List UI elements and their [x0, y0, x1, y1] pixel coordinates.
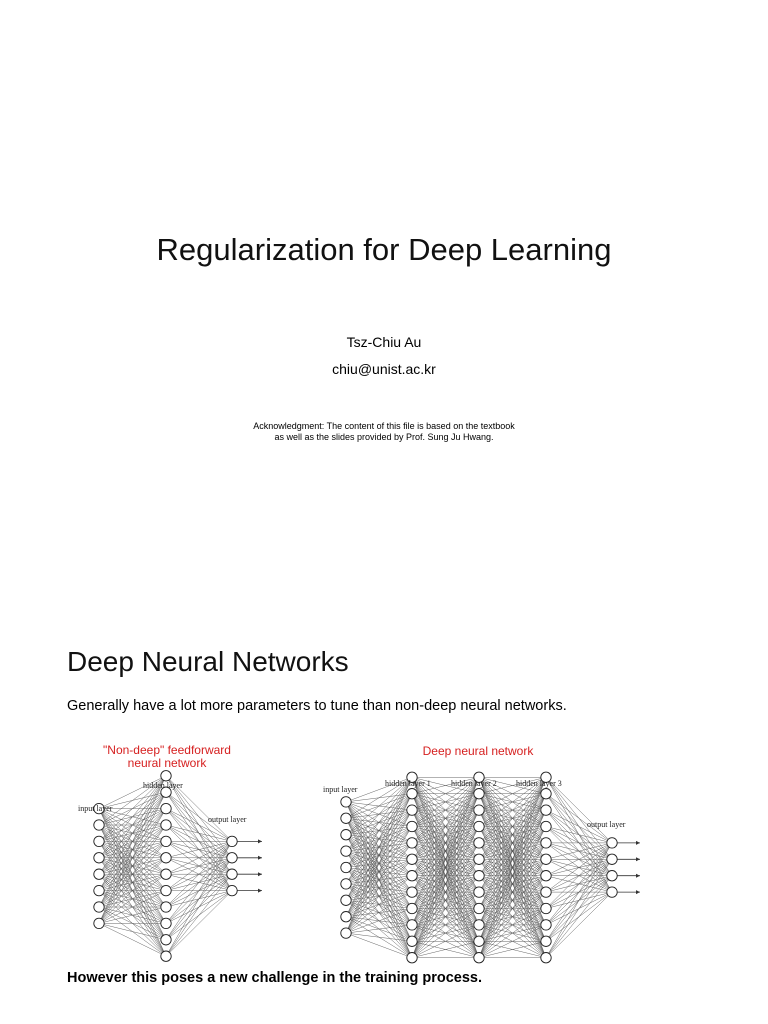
shallow-net-neuron [94, 836, 104, 846]
deep-net-neuron [541, 887, 551, 897]
deep-net-neuron [607, 854, 617, 864]
deep-net-neuron [341, 895, 351, 905]
deep-net-arrow-head [636, 874, 640, 878]
deep-net-neuron [607, 838, 617, 848]
acknowledgment-line-1: Acknowledgment: The content of this file is based on the textbook [253, 421, 515, 431]
shallow-net-arrow-head [258, 839, 262, 843]
shallow-net-edge [166, 825, 232, 841]
deep-net-neuron [407, 953, 417, 963]
deep-net-edge [546, 794, 612, 843]
shallow-net-neuron [161, 853, 171, 863]
shallow-net-arrow-head [258, 872, 262, 876]
deep-net-neuron [474, 854, 484, 864]
shallow-net-neuron [94, 820, 104, 830]
shallow-net-neuron [161, 836, 171, 846]
shallow-net-arrow-head [258, 889, 262, 893]
deep-net-neuron [407, 838, 417, 848]
deep-net-neuron [341, 830, 351, 840]
deep-net-neuron [541, 854, 551, 864]
shallow-net-neuron [94, 918, 104, 928]
shallow-net-edge [99, 776, 166, 924]
shallow-net-neuron [227, 869, 237, 879]
acknowledgment [0, 421, 768, 443]
shallow-net-neuron [94, 885, 104, 895]
shallow-net-edge [99, 923, 166, 956]
deep-net-neuron [474, 805, 484, 815]
deep-net-neuron [407, 920, 417, 930]
deep-net-neuron [607, 887, 617, 897]
deep-input-label: input layer [323, 785, 358, 794]
deep-net-neuron [341, 862, 351, 872]
deep-net-neuron [541, 903, 551, 913]
deep-net-neuron [474, 936, 484, 946]
deep-net-neuron [474, 920, 484, 930]
author-email: chiu@unist.ac.kr [332, 361, 436, 377]
deep-net-neuron [541, 838, 551, 848]
deep-net-neuron [474, 903, 484, 913]
deep-net-neuron [607, 871, 617, 881]
network-edges [99, 776, 640, 958]
shallow-net-neuron [227, 853, 237, 863]
deep-networks-slide [0, 604, 768, 1024]
shallow-net-edge [166, 858, 232, 956]
deep-net-neuron [341, 912, 351, 922]
deep-net-arrow-head [636, 890, 640, 894]
shallow-net-neuron [227, 885, 237, 895]
deep-net-neuron [341, 879, 351, 889]
shallow-net-title-line-2: neural network [127, 756, 207, 770]
deep-net-neuron [541, 821, 551, 831]
shallow-net-neuron [161, 935, 171, 945]
deep-net-neuron [474, 838, 484, 848]
shallow-hidden-label: hidden layer [143, 781, 183, 790]
network-diagrams [0, 604, 768, 1024]
deep-net-edge [546, 892, 612, 958]
slide-title: Regularization for Deep Learning [156, 232, 612, 267]
deep-net-neuron [341, 813, 351, 823]
deep-hidden2-label: hidden layer 2 [451, 779, 497, 788]
deep-net-neuron [407, 887, 417, 897]
shallow-net-edge [166, 841, 232, 956]
deep-net-neuron [474, 789, 484, 799]
deep-net-neuron [407, 854, 417, 864]
deep-net-neuron [541, 936, 551, 946]
shallow-net-neuron [161, 951, 171, 961]
deep-net-neuron [474, 871, 484, 881]
deep-net-neuron [407, 789, 417, 799]
deep-net-neuron [541, 871, 551, 881]
shallow-input-label: input layer [78, 804, 113, 813]
acknowledgment-line-2: as well as the slides provided by Prof. Sung Ju Hwang. [274, 432, 494, 442]
deep-net-edge [546, 876, 612, 958]
deep-net-arrow-head [636, 857, 640, 861]
deep-net-neuron [407, 903, 417, 913]
shallow-net-neuron [161, 820, 171, 830]
shallow-net-neuron [94, 869, 104, 879]
shallow-net-neuron [161, 803, 171, 813]
shallow-net-edge [99, 923, 166, 939]
deep-net-neuron [541, 953, 551, 963]
deep-net-neuron [474, 953, 484, 963]
deep-net-neuron [407, 805, 417, 815]
deep-hidden3-label: hidden layer 3 [516, 779, 562, 788]
shallow-output-label: output layer [208, 815, 247, 824]
deep-net-neuron [474, 821, 484, 831]
deep-hidden1-label: hidden layer 1 [385, 779, 431, 788]
shallow-net-neuron [161, 902, 171, 912]
closing-statement: However this poses a new challenge in the training process. [67, 970, 482, 986]
shallow-net-neuron [161, 918, 171, 928]
deep-net-neuron [341, 928, 351, 938]
shallow-net-arrow-head [258, 856, 262, 860]
shallow-net-neuron [161, 869, 171, 879]
shallow-net-edge [166, 891, 232, 957]
deep-net-edge [546, 843, 612, 958]
shallow-net-neuron [161, 885, 171, 895]
slide-heading: Deep Neural Networks [67, 646, 349, 677]
deep-net-neuron [341, 797, 351, 807]
shallow-net-edge [166, 874, 232, 956]
deep-net-neuron [407, 821, 417, 831]
deep-net-neuron [407, 936, 417, 946]
shallow-net-neuron [94, 853, 104, 863]
deep-net-neuron [541, 920, 551, 930]
deep-net-neuron [341, 846, 351, 856]
shallow-net-edge [166, 841, 232, 923]
shallow-net-edge [99, 776, 166, 891]
slide-subtitle: Generally have a lot more parameters to tune than non-deep neural networks. [67, 698, 567, 714]
deep-net-neuron [541, 805, 551, 815]
deep-net-edge [546, 859, 612, 957]
shallow-net-title-line-1: "Non-deep" feedforward [103, 743, 231, 757]
deep-output-label: output layer [587, 820, 626, 829]
shallow-net-neuron [94, 902, 104, 912]
deep-net-neuron [474, 887, 484, 897]
shallow-net-edge [166, 809, 232, 842]
deep-net-title: Deep neural network [422, 744, 534, 758]
shallow-net-neuron [161, 771, 171, 781]
author-name: Tsz-Chiu Au [346, 334, 422, 350]
shallow-net-neuron [227, 836, 237, 846]
deep-net-edge [346, 925, 412, 933]
deep-net-neuron [407, 871, 417, 881]
deep-net-arrow-head [636, 841, 640, 845]
deep-net-neuron [541, 789, 551, 799]
deep-net-edge [546, 843, 612, 925]
